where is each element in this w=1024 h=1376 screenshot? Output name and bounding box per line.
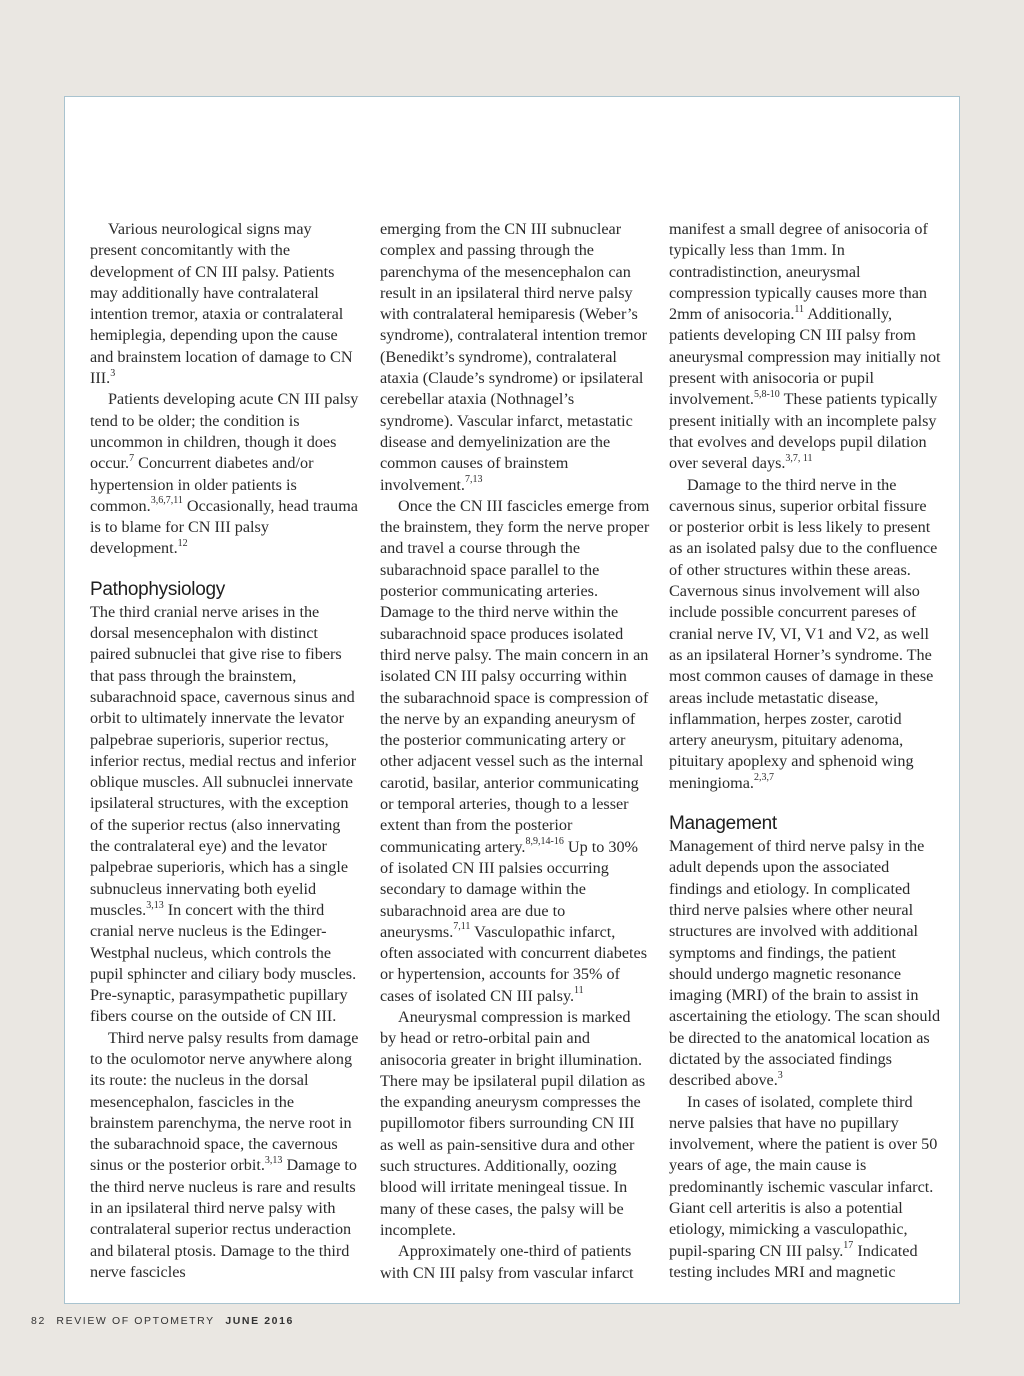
section-heading: Pathophysiology (90, 578, 225, 600)
text-run: Additionally, patients developing CN III palsy from aneurysmal compression may initially not present with anisocoria or pupil involvement. (669, 305, 941, 409)
citation: 3 (110, 367, 116, 379)
publication-name: REVIEW OF OPTOMETRY (56, 1315, 215, 1327)
page-number: 82 (31, 1315, 46, 1327)
text-run: Patients developing acute CN III palsy tend to be older; the condition is uncommon in children, though it does occur. (90, 390, 359, 473)
article-column-2 (380, 219, 650, 1284)
text-run: Vasculopathic infarct, often associated with concurrent diabetes or hypertension, accounts for 35% of cases of isolated CN III palsy. (380, 922, 647, 1005)
citation: 7,11 (453, 921, 471, 933)
text-run: These patients typically present initially with an incomplete palsy that evolves and develops pupil dilation over several days. (669, 390, 938, 473)
text-run: The third cranial nerve arises in the dorsal mesencephalon with distinct paired subnuclei that give rise to fibers that pass through the brainstem, subarachnoid space, cavernous sinus and orbit to ultimately innervate the levator palpebrae superioris, superior rectus, inferior rectus, medial rectus and inferior oblique muscles. All subnuclei innervate ipsilateral structures, with the exception of the superior rectus (also innervating the contralateral eye) and the levator palpebrae superioris, which has a single subnucleus innervating both eyelid muscles. (90, 602, 357, 919)
text-run: Damage to the third nerve nucleus is rare and results in an ipsilateral third nerve palsy with contralateral superior rectus underaction and bilateral ptosis. Damage to the third nerve fascicles (90, 1156, 358, 1281)
citation: 17 (843, 1240, 854, 1252)
paragraph (669, 836, 941, 1092)
citation: 7,13 (464, 474, 483, 486)
paragraph (380, 1241, 650, 1284)
citation: 12 (177, 538, 188, 550)
citation: 7 (129, 452, 135, 464)
citation: 11 (574, 985, 584, 997)
citation: 3 (777, 1069, 783, 1081)
article-column-1 (90, 219, 360, 1283)
paragraph (380, 496, 650, 1007)
text-run: manifest a small degree of anisocoria of typically less than 1mm. In contradistinction, aneurysmal compression typically causes more than 2mm of anisocoria. (669, 220, 928, 324)
article-column-3 (669, 219, 941, 1283)
text-run: Occasionally, head trauma is to blame for CN III palsy development. (90, 496, 358, 558)
text-run: Aneurysmal compression is marked by head or retro-orbital pain and anisocoria greater in bright illumination. There may be ipsilateral pupil dilation as the expanding aneurysm compresses the pupillomotor fibers surrounding CN III as well as pain-sensitive dura and other such structures. Additionally, oozing blood will irritate meningeal tissue. In many of these cases, the palsy will be incomplete. (380, 1007, 646, 1239)
citation: 5,8-10 (753, 388, 780, 400)
citation: 3,13 (146, 899, 164, 911)
text-run: In cases of isolated, complete third nerve palsies that have no pupillary involvement, where the patient is over 50 years of age, the main cause is predominantly ischemic vascular infarct. Giant cell arteritis is also a potential etiology, mimicking a vasculopathic, pupil-sparing CN III palsy. (669, 1092, 938, 1260)
text-run: Management of third nerve palsy in the adult depends upon the associated findings and etiology. In complicated third nerve palsies where other neural structures are involved with additional symptoms and findings, the patient should undergo magnetic resonance imaging (MRI) of the brain to assist in ascertaining the etiology. The scan should be directed to the anatomical location as dictated by the associated findings described above. (669, 837, 941, 1090)
text-run: emerging from the CN III subnuclear complex and passing through the parenchyma of the mesencephalon can result in an ipsilateral third nerve palsy with contralateral hemiparesis (Weber’s syndrome), contralateral intention tremor (Benedikt’s syndrome), contralateral ataxia (Claude’s syndrome) or ipsilateral cerebellar ataxia (Nothnagel’s syndrome). Vascular infarct, metastatic disease and demyelinization are the common causes of brainstem involvement. (380, 220, 647, 494)
paragraph (90, 389, 360, 559)
text-run: Up to 30% of isolated CN III palsies occurring secondary to damage within the subarachnoid area are due to aneurysms. (380, 837, 639, 941)
text-run: In concert with the third cranial nerve nucleus is the Edinger-Westphal nucleus, which controls the pupil sphincter and ciliary body muscles. Pre-synaptic, parasympathetic pupillary fibers course on the outside of CN III. (90, 900, 357, 1026)
issue-date: JUNE 2016 (225, 1315, 294, 1327)
citation: 11 (794, 303, 805, 315)
citation: 3,13 (264, 1155, 283, 1167)
text-run: Concurrent diabetes and/or hypertension in older patients is common. (90, 454, 314, 515)
citation: 3,6,7,11 (150, 495, 183, 507)
text-run: Third nerve palsy results from damage to the oculomotor nerve anywhere along its route: the nucleus in the dorsal mesencephalon, fascicles in the brainstem parenchyma, the nerve root in the subarachnoid space, the cavernous sinus or the posterior orbit. (90, 1028, 359, 1175)
text-run: Once the CN III fascicles emerge from the brainstem, they form the nerve proper and travel a course through the subarachnoid space parallel to the posterior communicating arteries. Damage to the third nerve within the subarachnoid space produces isolated third nerve palsy. The main concern in an isolated CN III palsy occurring within the subarachnoid space is compression of the nerve by an expanding aneurysm of the posterior communicating artery or other adjacent vessel such as the internal carotid, basilar, anterior communicating or temporal arteries, though to a lesser extent than from the posterior communicating artery. (380, 496, 650, 856)
paragraph (669, 475, 941, 794)
text-run: Indicated testing includes MRI and magnetic (669, 1241, 918, 1281)
paragraph (380, 219, 650, 496)
paragraph (90, 1028, 360, 1284)
text-run: Various neurological signs may present concomitantly with the development of CN III palsy. Patients may additionally have contralateral intention tremor, ataxia or contralateral hemiplegia, depending upon the cause and brainstem location of damage to CN III. (90, 220, 353, 388)
text-run: Damage to the third nerve in the cavernous sinus, superior orbital fissure or posterior orbit is less likely to present as an isolated palsy due to the confluence of other structures within these areas. Cavernous sinus involvement will also include possible concurrent pareses of cranial nerve IV, VI, V1 and V2, as well as an ipsilateral Horner’s syndrome. The most common causes of damage in these areas include metastatic disease, inflammation, herpes zoster, carotid artery aneurysm, pituitary adenoma, pituitary apoplexy and sphenoid wing meningioma. (669, 475, 938, 792)
citation: 2,3,7 (753, 772, 774, 784)
text-run: Approximately one-third of patients with CN III palsy from vascular infarct (380, 1242, 634, 1282)
paragraph (90, 219, 360, 389)
section-heading: Management (669, 813, 777, 835)
citation: 8,9,14-16 (525, 836, 564, 848)
page-footer (31, 1315, 294, 1327)
paragraph (669, 219, 941, 475)
paragraph (90, 602, 360, 1028)
paragraph (669, 1092, 941, 1284)
citation: 3,7, 11 (785, 452, 813, 464)
paragraph (380, 1007, 650, 1241)
